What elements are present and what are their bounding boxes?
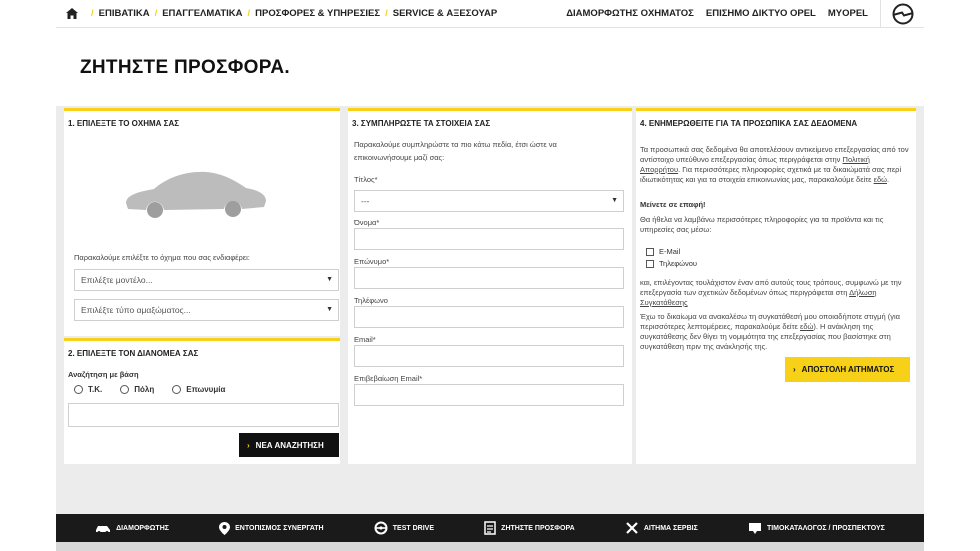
footer-test-drive[interactable] (374, 521, 434, 535)
checkbox-label: E-Mail (659, 247, 681, 256)
chevron-down-icon: ▼ (326, 306, 333, 313)
radio-name[interactable] (172, 385, 225, 394)
vehicle-note: Παρακαλούμε επιλέξτε το όχημα που σας ενδιαφέρει: (74, 253, 250, 262)
nav-dealer-network[interactable]: ΕΠΙΣΗΜΟ ΔΙΚΤΥΟ OPEL (705, 8, 816, 19)
dealer-panel (64, 338, 340, 464)
checkbox (646, 248, 654, 256)
privacy-text: Τα προσωπικά σας δεδομένα θα αποτελέσουν αντικείμενο επεξεργασίας από τον αντίστοιχο υπεύθυνο επεξεργασίας όπως περιγράφεται στην (640, 145, 909, 164)
page (56, 0, 924, 551)
title-select[interactable] (354, 190, 624, 212)
privacy-text-2: Θα ήθελα να λαμβάνω περισσότερες πληροφορίες για τα προϊόντα και τις υπηρεσίες σας μέσω: (640, 215, 884, 234)
radio-postcode[interactable] (74, 385, 102, 394)
consent-statement-link[interactable]: Δήλωση Συγκατάθεσης (640, 288, 877, 307)
headline-section (56, 28, 924, 106)
model-select[interactable] (74, 269, 339, 291)
radio-button (74, 385, 83, 394)
chevron-down-icon: ▼ (326, 276, 333, 283)
search-by-label: Αναζήτηση με βάση (68, 370, 139, 379)
footer-label: ΑΙΤΗΜΑ ΣΕΡΒΙΣ (643, 524, 698, 532)
new-search-label: ΝΕΑ ΑΝΑΖΗΤΗΣΗ (255, 440, 324, 450)
chevron-right-icon: › (793, 365, 796, 374)
phone-checkbox[interactable] (646, 259, 697, 268)
privacy-text: . Για περισσότερες πληροφορίες σχετικά με τα δικαιώματά σας περί ιδιωτικότητας και για τα στοιχεία επικοινωνίας μας, παρακαλούμε δείτε (640, 165, 902, 184)
email-input[interactable] (354, 345, 624, 367)
privacy-policy-link[interactable]: Πολιτική Απορρήτου (640, 155, 870, 174)
footer-configurator[interactable] (95, 522, 169, 534)
last-name-input[interactable] (354, 267, 624, 289)
wrench-icon (625, 521, 639, 535)
privacy-text: Έχω το δικαίωμα να ανακαλέσω τη συγκατάθεσή μου οποιαδήποτε στιγμή (για περισσότερες λεπτομέρειες, παρακαλούμε δείτε (640, 312, 900, 331)
first-name-label: Όνομα* (354, 218, 380, 227)
details-panel (348, 108, 632, 464)
privacy-text-1: Τα προσωπικά σας δεδομένα θα αποτελέσουν αντικείμενο επεξεργασίας από τον αντίστοιχο υπεύθυνο επεξεργασίας όπως περιγράφεται στην Πολιτική Απορρήτου. Για περισσότερες πληροφορίες σχετικά με τα δικαιώματά σας περί ιδιωτικότητας και για τα στοιχεία επικοινωνίας μας, παρακαλούμε δείτε εδώ. (640, 145, 909, 184)
vehicle-panel (64, 108, 340, 336)
dealer-search-input[interactable] (68, 403, 339, 427)
body-type-select-value: Επιλέξτε τύπο αμαξώματος... (81, 305, 191, 315)
footer-price-list[interactable] (748, 522, 885, 534)
email-label: Email* (354, 335, 376, 344)
footer-service-request[interactable] (625, 521, 698, 535)
price-tag-icon (748, 522, 762, 534)
first-name-input[interactable] (354, 228, 624, 250)
car-icon (95, 522, 111, 534)
nav-myopel[interactable]: MYOPEL (827, 8, 868, 19)
footer-label: TEST DRIVE (392, 524, 434, 532)
nav-commercial[interactable]: ΕΠΑΓΓΕΛΜΑΤΙΚΑ (162, 8, 243, 19)
footer-dealer-locator[interactable] (219, 522, 323, 535)
nav-passenger[interactable]: ΕΠΙΒΑΤΙΚΑ (98, 8, 150, 19)
privacy-text: και, επιλέγοντας τουλάχιστον έναν από αυτούς τους τρόπους, συμφωνώ με την επεξεργασία των σχετικών δεδομένων όπως περιγράφεται στη (640, 278, 902, 297)
title-label: Τίτλος* (354, 175, 378, 184)
nav-offers[interactable]: ΠΡΟΣΦΟΡΕΣ & ΥΠΗΡΕΣΙΕΣ (255, 8, 381, 19)
revoke-link[interactable]: εδώ (800, 322, 814, 331)
contact-link[interactable]: εδώ (873, 175, 887, 184)
vehicle-title: 1. ΕΠΙΛΕΞΤΕ ΤΟ ΟΧΗΜΑ ΣΑΣ (68, 119, 180, 128)
steering-wheel-icon (374, 521, 388, 535)
phone-input[interactable] (354, 306, 624, 328)
email-confirm-label: Επιβεβαίωση Email* (354, 374, 423, 383)
radio-label: Επωνυμία (186, 385, 226, 394)
nav-configurator[interactable]: ΔΙΑΜΟΡΦΩΤΗΣ ΟΧΗΜΑΤΟΣ (566, 8, 694, 19)
checkbox (646, 260, 654, 268)
home-icon[interactable] (66, 8, 80, 20)
taskbar (56, 542, 924, 551)
submit-request-label: ΑΠΟΣΤΟΛΗ ΑΙΤΗΜΑΤΟΣ (801, 365, 895, 374)
title-select-value: --- (361, 196, 370, 206)
privacy-text-4 (640, 312, 910, 352)
phone-label: Τηλέφωνο (354, 296, 388, 305)
new-search-button[interactable] (239, 433, 339, 457)
radio-label: Πόλη (134, 385, 155, 394)
car-silhouette-icon (120, 163, 268, 226)
radio-city[interactable] (120, 385, 154, 394)
page-title: ΖΗΤΗΣΤΕ ΠΡΟΣΦΟΡΑ. (80, 57, 290, 78)
last-name-label: Επώνυμο* (354, 257, 390, 266)
footer-label: ΤΙΜΟΚΑΤΑΛΟΓΟΣ / ΠΡΟΣΠΕΚΤΟΥΣ (766, 524, 885, 532)
radio-button (120, 385, 129, 394)
chevron-down-icon: ▼ (611, 197, 618, 204)
details-intro: Παρακαλούμε συμπληρώστε τα πιο κάτω πεδία, έτσι ώστε να επικοινωνήσουμε μαζί σας: (354, 140, 557, 162)
email-confirm-input[interactable] (354, 384, 624, 406)
model-select-value: Επιλέξτε μοντέλο... (81, 275, 153, 285)
radio-button (172, 385, 181, 394)
privacy-title: 4. ΕΝΗΜΕΡΩΘΕΙΤΕ ΓΙΑ ΤΑ ΠΡΟΣΩΠΙΚΑ ΣΑΣ ΔΕΔΟΜΕΝΑ (640, 119, 858, 128)
top-navigation: / ΕΠΙΒΑΤΙΚΑ / ΕΠΑΓΓΕΛΜΑΤΙΚΑ / ΠΡΟΣΦΟΡΕΣ & ΥΠΗΡΕΣΙΕΣ / SERVICE & ΑΞΕΣΟΥΑΡ ΔΙΑΜΟΡΦΩΤΗΣ ΟΧΗΜΑΤΟΣ ΕΠΙΣΗΜΟ ΔΙΚΤΥΟ OPEL MYOPEL (56, 0, 924, 28)
chevron-right-icon: › (247, 440, 250, 450)
email-checkbox[interactable] (646, 247, 680, 256)
footer-label: ΔΙΑΜΟΡΦΩΤΗΣ (116, 524, 169, 532)
document-icon (484, 521, 496, 535)
map-pin-icon (219, 522, 230, 535)
privacy-text-3 (640, 278, 910, 308)
search-options (74, 385, 243, 394)
footer-label: ΕΝΤΟΠΙΣΜΟΣ ΣΥΝΕΡΓΑΤΗ (235, 524, 324, 532)
privacy-text: ). Η ανάκληση της συγκατάθεσης δεν θίγει τη νομιμότητα της επεξεργασίας που βασίστηκε στη συγκατάθεση πριν της ανάκλησής της. (640, 322, 891, 351)
submit-request-button[interactable] (785, 357, 910, 382)
details-title: 3. ΣΥΜΠΛΗΡΩΣΤΕ ΤΑ ΣΤΟΙΧΕΙΑ ΣΑΣ (352, 119, 491, 128)
nav-service[interactable]: SERVICE & ΑΞΕΣΟΥΑΡ (392, 8, 498, 19)
footer-label: ΖΗΤΗΣΤΕ ΠΡΟΣΦΟΡΑ (501, 524, 575, 532)
footer-bar (56, 514, 924, 542)
privacy-panel (636, 108, 916, 464)
checkbox-label: Τηλεφώνου (659, 259, 698, 268)
footer-request-offer[interactable] (484, 521, 575, 535)
stay-in-touch: Μείνετε σε επαφή! (640, 200, 706, 209)
radio-label: Τ.Κ. (88, 385, 103, 394)
body-type-select[interactable] (74, 299, 339, 321)
opel-logo[interactable] (880, 0, 924, 28)
dealer-title: 2. ΕΠΙΛΕΞΤΕ ΤΟΝ ΔΙΑΝΟΜΕΑ ΣΑΣ (68, 349, 199, 358)
